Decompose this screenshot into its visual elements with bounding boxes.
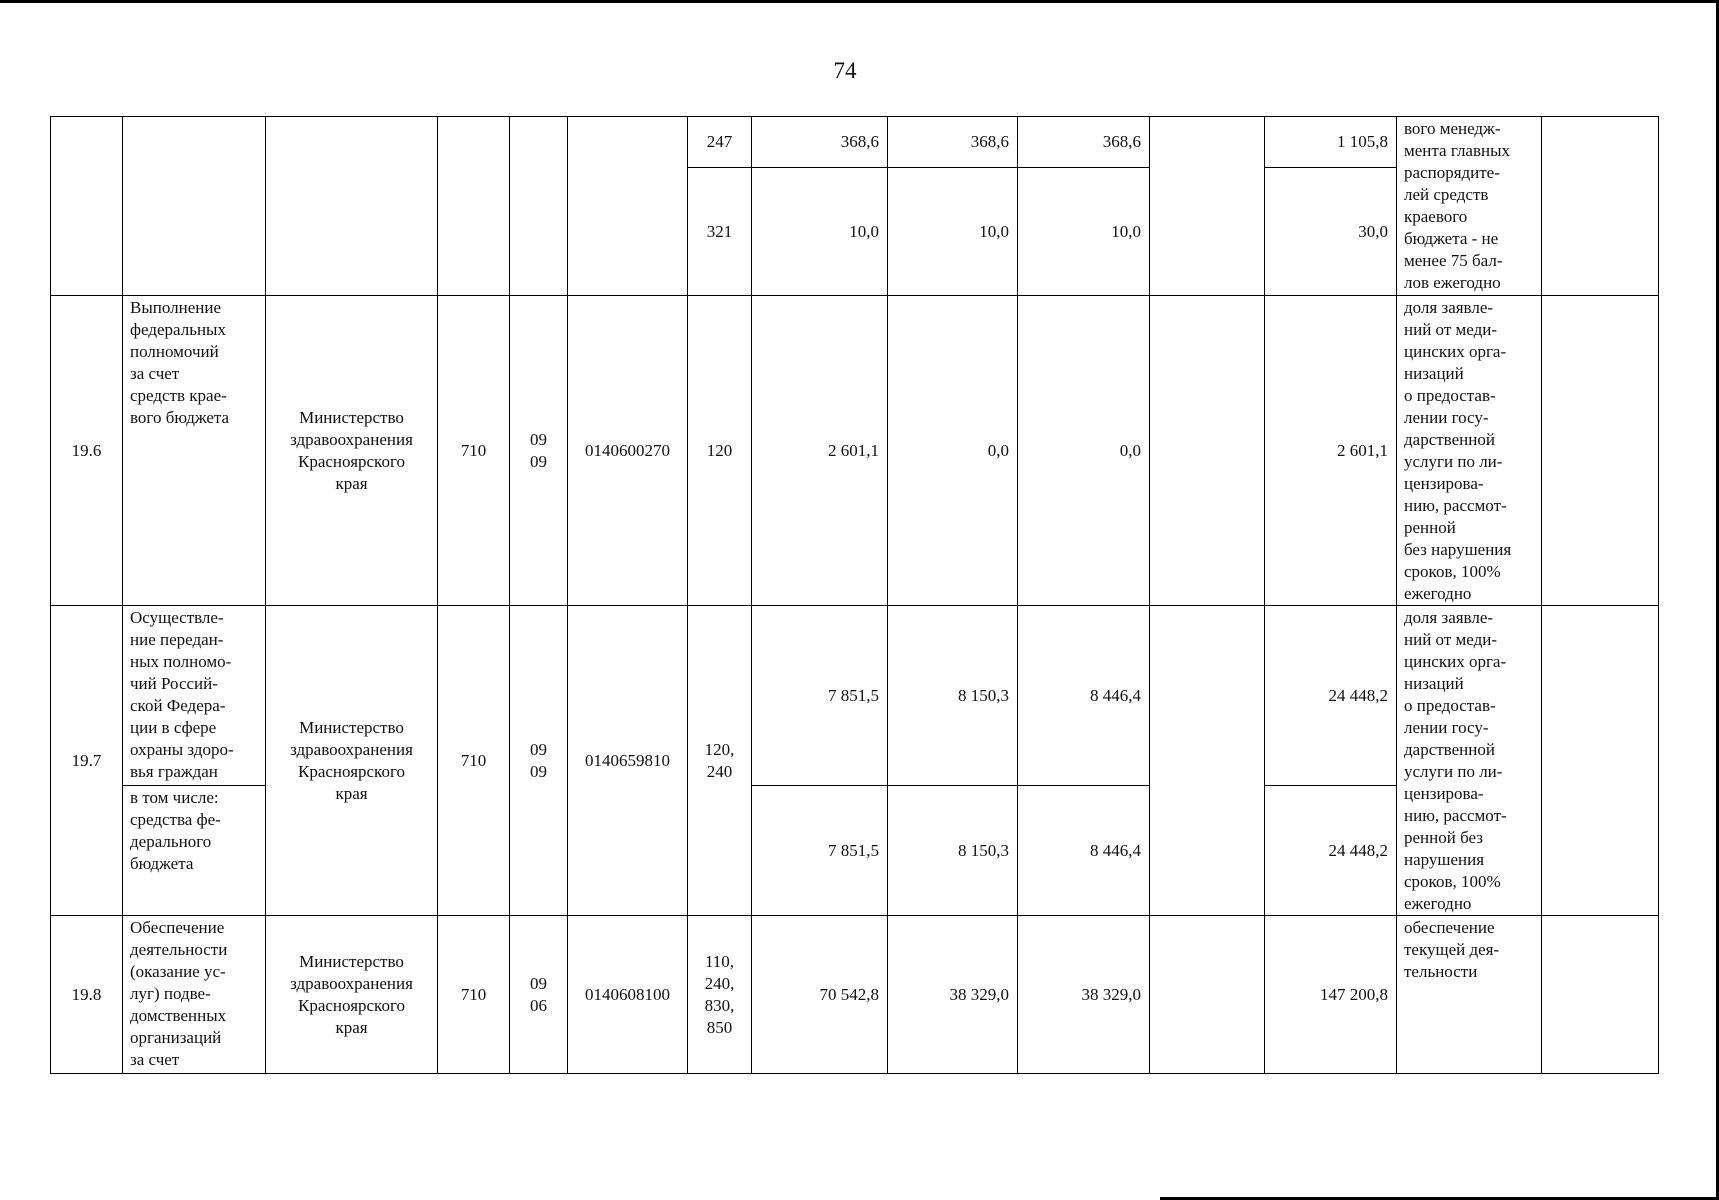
activity-name: Обеспечение деятельности (оказание ус- луг) подве- домственных организаций за счет xyxy=(123,916,266,1074)
year3-cell: 8 446,4 xyxy=(1018,606,1150,786)
year2-cell: 38 329,0 xyxy=(888,916,1018,1074)
num-cell-empty xyxy=(51,117,123,296)
last-cell-empty xyxy=(1542,606,1659,916)
rzpr-code: 09 09 xyxy=(510,606,568,916)
year1-cell: 368,6 xyxy=(752,117,888,168)
row-number: 19.6 xyxy=(51,296,123,606)
vr-cell: 247 xyxy=(688,117,752,168)
rzpr-cell-empty xyxy=(510,117,568,296)
result-cell: обеспечение текущей дея- тельности xyxy=(1397,916,1542,1074)
year1-cell: 70 542,8 xyxy=(752,916,888,1074)
vr-code: 120, 240 xyxy=(688,606,752,916)
result-cell: доля заявле- ний от меди- цинских орга- низаций о предостав- лении госу- дарственной услуги по ли- цензирова- нию, рассмот- ренной без нарушения сроков, 100% ежегодно xyxy=(1397,296,1542,606)
result-cell: вого менедж- мента главных распорядите- лей средств краевого бюджета - не менее 75 бал- лов ежегодно xyxy=(1397,117,1542,296)
total-cell: 147 200,8 xyxy=(1265,916,1397,1074)
empty-cell xyxy=(1150,117,1265,296)
total-cell: 2 601,1 xyxy=(1265,296,1397,606)
year1-cell: 10,0 xyxy=(752,168,888,296)
grbs-code: 710 xyxy=(438,296,510,606)
last-cell-empty xyxy=(1542,296,1659,606)
total-cell: 24 448,2 xyxy=(1265,786,1397,916)
activity-name: Осуществле- ние передан- ных полномо- чий Россий- ской Федера- ции в сфере охраны здоро- вья граждан xyxy=(123,606,266,786)
year1-cell: 2 601,1 xyxy=(752,296,888,606)
rzpr-code: 09 09 xyxy=(510,296,568,606)
year2-cell: 0,0 xyxy=(888,296,1018,606)
grbs-code: 710 xyxy=(438,606,510,916)
activity-name: Выполнение федеральных полномочий за счет средств крае- вого бюджета xyxy=(123,296,266,606)
rzpr-code: 09 06 xyxy=(510,916,568,1074)
activity-subname: в том числе: средства фе- дерального бюджета xyxy=(123,786,266,916)
year1-cell: 7 851,5 xyxy=(752,786,888,916)
budget-administrator: Министерство здравоохранения Красноярского края xyxy=(266,606,438,916)
page-number: 74 xyxy=(833,58,857,83)
csr-code: 0140659810 xyxy=(568,606,688,916)
total-cell: 24 448,2 xyxy=(1265,606,1397,786)
year1-cell: 7 851,5 xyxy=(752,606,888,786)
empty-cell xyxy=(1150,916,1265,1074)
csr-cell-empty xyxy=(568,117,688,296)
empty-cell xyxy=(1150,296,1265,606)
vr-code: 110, 240, 830, 850 xyxy=(688,916,752,1074)
row-number: 19.7 xyxy=(51,606,123,916)
budget-table xyxy=(50,116,1659,1074)
empty-cell xyxy=(1150,606,1265,916)
csr-code: 0140600270 xyxy=(568,296,688,606)
scan-edge-top xyxy=(0,0,1719,3)
budget-administrator: Министерство здравоохранения Красноярского края xyxy=(266,916,438,1074)
result-cell: доля заявле- ний от меди- цинских орга- низаций о предостав- лении госу- дарственной услуги по ли- цензирова- нию, рассмот- ренной без нарушения сроков, 100% ежегодно xyxy=(1397,606,1542,916)
table-row xyxy=(51,117,1659,168)
year3-cell: 38 329,0 xyxy=(1018,916,1150,1074)
vr-cell: 321 xyxy=(688,168,752,296)
table-row xyxy=(51,916,1659,1074)
year2-cell: 10,0 xyxy=(888,168,1018,296)
gr-cell-empty xyxy=(266,117,438,296)
budget-administrator: Министерство здравоохранения Красноярского края xyxy=(266,296,438,606)
last-cell-empty xyxy=(1542,117,1659,296)
year3-cell: 10,0 xyxy=(1018,168,1150,296)
last-cell-empty xyxy=(1542,916,1659,1074)
total-cell: 30,0 xyxy=(1265,168,1397,296)
year3-cell: 0,0 xyxy=(1018,296,1150,606)
year2-cell: 8 150,3 xyxy=(888,786,1018,916)
name-cell-empty xyxy=(123,117,266,296)
table-row xyxy=(51,606,1659,786)
total-cell: 1 105,8 xyxy=(1265,117,1397,168)
year2-cell: 8 150,3 xyxy=(888,606,1018,786)
grbs-cell-empty xyxy=(438,117,510,296)
row-number: 19.8 xyxy=(51,916,123,1074)
table-row xyxy=(51,296,1659,606)
csr-code: 0140608100 xyxy=(568,916,688,1074)
year3-cell: 368,6 xyxy=(1018,117,1150,168)
year3-cell: 8 446,4 xyxy=(1018,786,1150,916)
vr-code: 120 xyxy=(688,296,752,606)
grbs-code: 710 xyxy=(438,916,510,1074)
year2-cell: 368,6 xyxy=(888,117,1018,168)
